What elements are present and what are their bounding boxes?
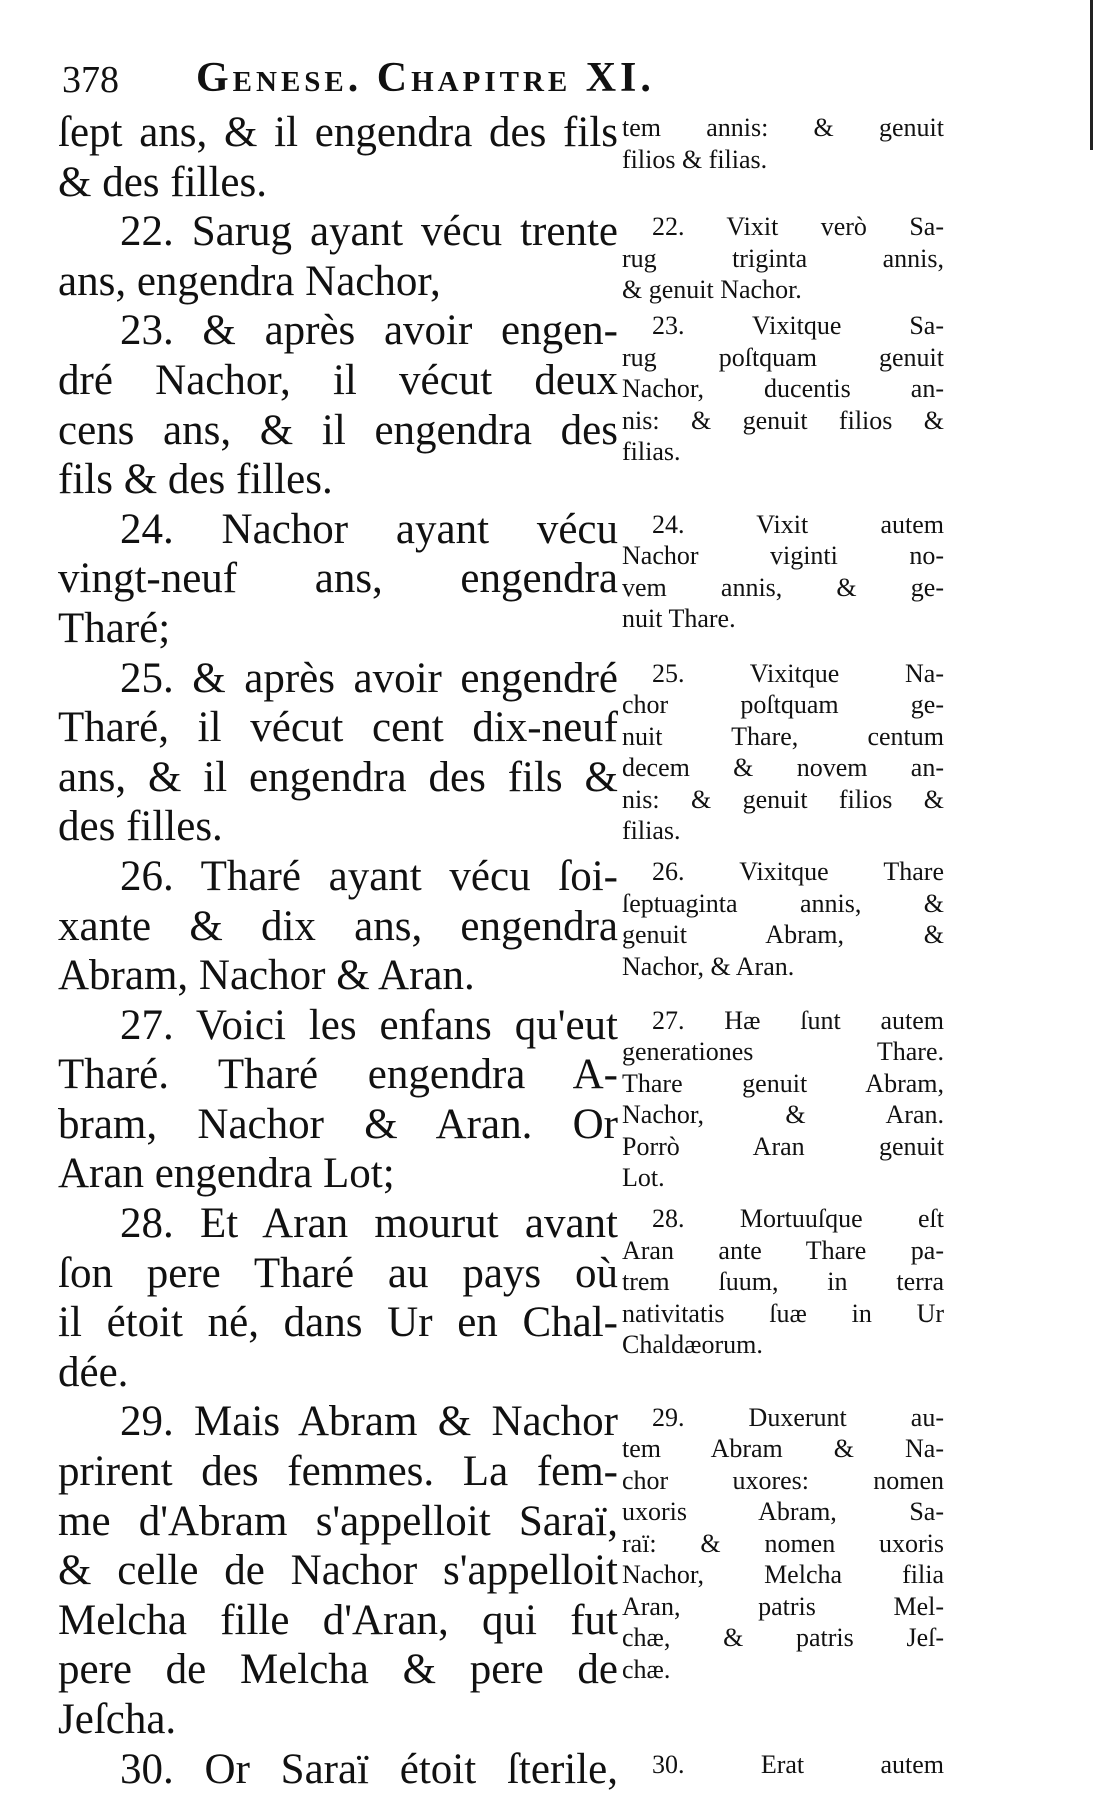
latin-verse-block	[622, 1749, 944, 1781]
latin-text-line: 28. Mortuuſque eſt	[652, 1204, 944, 1234]
latin-text-line: chæ.	[622, 1654, 671, 1684]
latin-text-line: Nachor viginti no-	[622, 541, 944, 571]
latin-text-line: decem & novem an-	[622, 753, 944, 783]
french-text-line: cens ans, & il engendra des	[58, 406, 618, 454]
latin-text-line: 27. Hæ ſunt autem	[652, 1005, 944, 1035]
latin-text-line: Lot.	[622, 1163, 665, 1193]
french-text-line: il étoit né, dans Ur en Chal-	[58, 1299, 618, 1347]
latin-text-line: Thare genuit Abram,	[622, 1068, 944, 1098]
latin-verse-block	[622, 112, 944, 175]
latin-text-line: genuit Abram, &	[622, 920, 944, 949]
latin-text-line: 22. Vixit verò Sa-	[652, 212, 944, 242]
french-text-line: 28. Et Aran mourut avant	[120, 1200, 618, 1248]
running-title: Genese. Chapitre XI.	[196, 55, 655, 101]
french-text-line: Melcha fille d'Aran, qui fut	[58, 1596, 618, 1644]
french-text-line: 26. Tharé ayant vécu ſoi-	[120, 852, 618, 900]
latin-text-line: rug triginta annis,	[622, 243, 944, 273]
page-number: 378	[62, 59, 119, 101]
latin-text-line: filios & filias.	[622, 144, 768, 174]
french-text-line: dré Nachor, il vécut deux	[58, 356, 618, 404]
latin-text-line: Nachor, Melcha filia	[622, 1560, 944, 1590]
french-text-line: bram, Nachor & Aran. Or	[58, 1100, 618, 1148]
latin-text-line: 25. Vixitque Na-	[652, 658, 944, 688]
french-text-line: xante & dix ans, engendra	[58, 902, 618, 950]
french-text-line: 24. Nachor ayant vécu	[120, 505, 618, 553]
french-text-line: 22. Sarug ayant vécu trente	[120, 208, 618, 256]
latin-text-line: 26. Vixitque Thare	[652, 857, 944, 886]
latin-verse-block	[622, 1402, 944, 1686]
latin-verse-block	[622, 509, 944, 635]
french-text-line: ſon pere Tharé au pays où	[58, 1249, 618, 1297]
latin-text-line: tem annis: & genuit	[622, 113, 944, 142]
french-text-line: 29. Mais Abram & Nachor	[120, 1398, 618, 1446]
latin-text-line: 29. Duxerunt au-	[652, 1402, 944, 1432]
french-text-line: Tharé, il vécut cent dix-neuf	[58, 704, 618, 752]
french-text-line: 23. & après avoir engen-	[120, 307, 618, 355]
french-text-line: & celle de Nachor s'appelloit	[58, 1547, 618, 1595]
french-text-line: 27. Voici les enfans qu'eut	[120, 1001, 618, 1049]
latin-text-line: generationes Thare.	[622, 1037, 944, 1067]
latin-text-line: chor uxores: nomen	[622, 1465, 944, 1495]
latin-text-line: chor poſtquam ge-	[622, 690, 944, 720]
french-text-line: 25. & après avoir engendré	[120, 654, 618, 702]
french-column	[58, 108, 618, 1794]
page-edge-rule	[1090, 0, 1093, 150]
french-text-line: prirent des femmes. La fem-	[58, 1448, 618, 1496]
latin-text-line: Aran, patris Mel-	[622, 1591, 944, 1621]
french-text-line: Tharé. Tharé engendra A-	[58, 1051, 618, 1099]
latin-text-line: nis: & genuit filios &	[622, 405, 944, 435]
latin-text-line: vem annis, & ge-	[622, 572, 944, 602]
latin-verse-block	[622, 310, 944, 468]
french-text-line: 30. Or Saraï étoit ſterile,	[120, 1745, 618, 1793]
latin-verse-block	[622, 211, 944, 306]
latin-text-line: Aran ante Thare pa-	[622, 1235, 944, 1265]
latin-text-line: Nachor, & Aran.	[622, 1100, 944, 1130]
latin-text-line: ſeptuaginta annis, &	[622, 888, 944, 918]
latin-text-line: tem Abram & Na-	[622, 1434, 944, 1464]
latin-text-line: 30. Erat autem	[652, 1749, 944, 1779]
french-text-line: dée.	[58, 1348, 129, 1396]
french-text-line: ans, & il engendra des fils &	[58, 753, 618, 801]
latin-text-line: trem ſuum, in terra	[622, 1267, 944, 1297]
french-text-line: fils & des filles.	[58, 456, 333, 504]
french-text-line: pere de Melcha & pere de	[58, 1646, 618, 1694]
french-text-line: Jeſcha.	[58, 1696, 177, 1743]
latin-text-line: nis: & genuit filios &	[622, 784, 944, 814]
latin-verse-block	[622, 1005, 944, 1194]
latin-text-line: filias.	[622, 437, 681, 467]
french-text-line: Abram, Nachor & Aran.	[58, 952, 475, 1000]
french-text-line: des filles.	[58, 803, 223, 851]
french-text-line: vingt-neuf ans, engendra	[58, 555, 618, 603]
latin-text-line: chæ, & patris Jeſ-	[622, 1623, 944, 1653]
latin-verse-block	[622, 1203, 944, 1361]
latin-text-line: filias.	[622, 816, 681, 846]
latin-verse-block	[622, 856, 944, 982]
latin-text-line: nuit Thare.	[622, 604, 736, 634]
latin-text-line: nuit Thare, centum	[622, 721, 944, 751]
latin-text-line: rug poſtquam genuit	[622, 342, 944, 372]
french-text-line: Aran engendra Lot;	[58, 1150, 395, 1198]
french-text-line: Tharé;	[58, 604, 171, 652]
latin-text-line: 24. Vixit autem	[652, 509, 944, 539]
latin-text-line: Nachor, & Aran.	[622, 951, 795, 981]
latin-text-line: 23. Vixitque Sa-	[652, 311, 944, 341]
latin-verse-block	[622, 658, 944, 847]
latin-text-line: Porrò Aran genuit	[622, 1131, 944, 1161]
latin-text-line: Chaldæorum.	[622, 1330, 763, 1360]
latin-text-line: Nachor, ducentis an-	[622, 374, 944, 404]
french-text-line: ſept ans, & il engendra des fils	[58, 109, 618, 156]
latin-text-line: uxoris Abram, Sa-	[622, 1497, 944, 1527]
french-text-line: ans, engendra Nachor,	[58, 257, 441, 305]
latin-text-line: nativitatis ſuæ in Ur	[622, 1298, 944, 1328]
latin-text-line: raï: & nomen uxoris	[622, 1528, 944, 1558]
french-text-line: me d'Abram s'appelloit Saraï,	[58, 1497, 618, 1545]
latin-text-line: & genuit Nachor.	[622, 275, 802, 305]
french-text-line: & des filles.	[58, 158, 267, 206]
